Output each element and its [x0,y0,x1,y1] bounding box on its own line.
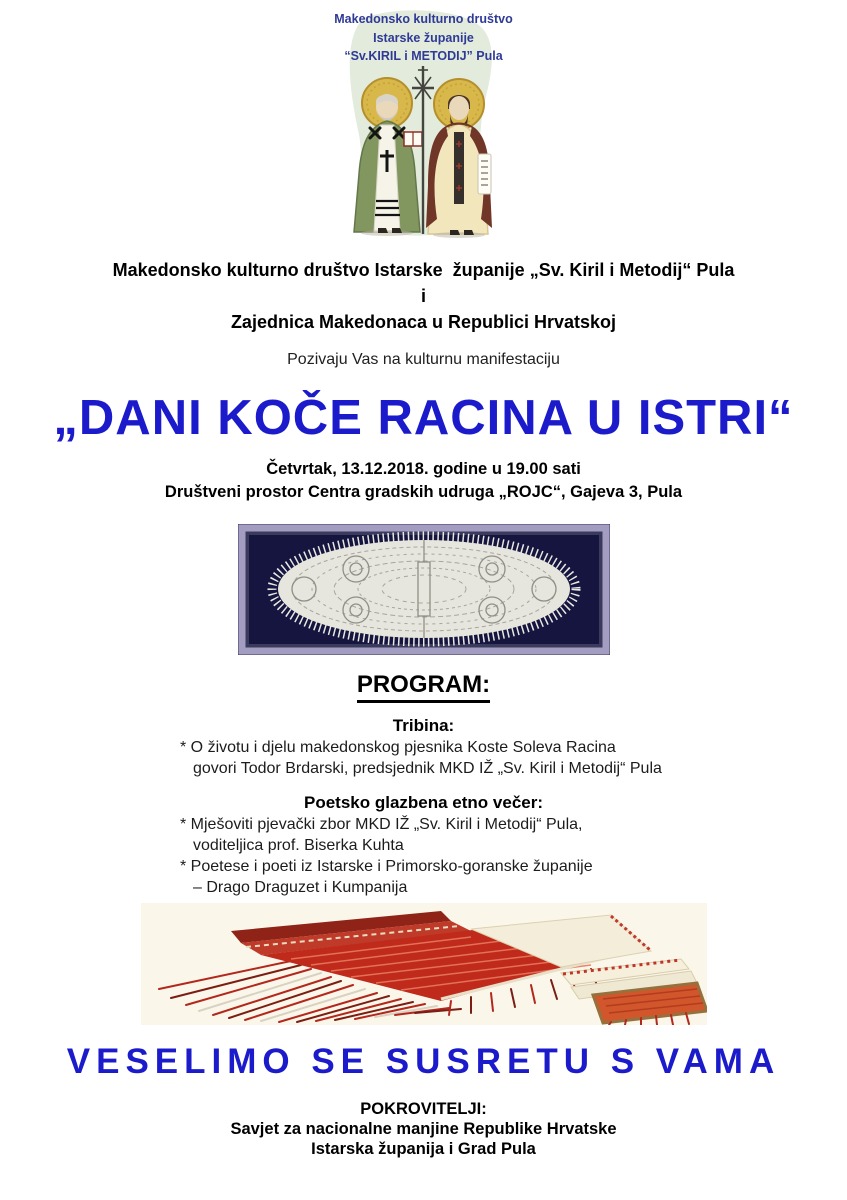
organizer-line1: Makedonsko kulturno društvo Istarske županije „Sv. Kiril i Metodij“ Pula [112,260,735,280]
organizer-line2: Zajednica Makedonaca u Republici Hrvatskoj [230,312,617,332]
logo-text-line2: Istarske županije [373,30,474,45]
lace-doily-image [238,524,610,655]
program-item: * Poetese i poeti iz Istarske i Primorsko-goranske županije [180,858,593,875]
program-item-continuation: – Drago Draguzet i Kumpanija [193,879,408,896]
logo-text-line3: “Sv.KIRIL i METODIJ” Pula [344,49,503,63]
program-item-continuation: govori Todor Brdarski, predsjednik MKD IŽ „Sv. Kiril i Metodij“ Pula [193,760,662,777]
folk-textile-image [141,903,707,1025]
program-heading: PROGRAM: [0,671,847,703]
sponsor-line2: Istarska županija i Grad Pula [311,1140,536,1158]
society-logo [326,4,522,246]
sponsors-block [0,1099,847,1159]
organizers-heading [0,257,847,335]
program-section1-items [180,737,780,779]
sponsors-heading: POKROVITELJI: [360,1100,487,1118]
organizer-conjunction: i [420,286,426,306]
program-section1-title: Tribina: [392,716,455,735]
event-venue: Društveni prostor Centra gradskih udruga „ROJC“, Gajeva 3, Pula [164,483,683,501]
invitation-line: Pozivaju Vas na kulturnu manifestaciju [287,351,560,368]
event-title: „DANI KOČE RACINA U ISTRI“ [53,391,794,445]
logo-text [326,4,522,66]
logo-text-line1: Makedonsko kulturno društvo [334,12,513,26]
program-item: * O životu i djelu makedonskog pjesnika Koste Soleva Racina [180,739,616,756]
closing-message: VESELIMO SE SUSRETU S VAMA [66,1042,781,1081]
program-item-continuation: voditeljica prof. Biserka Kuhta [193,837,404,854]
program-section2-items [180,814,780,898]
event-datetime: Četvrtak, 13.12.2018. godine u 19.00 sati [266,460,581,478]
program-section2-title: Poetsko glazbena etno večer: [303,793,544,812]
event-details [0,458,847,504]
program-item: * Mješoviti pjevački zbor MKD IŽ „Sv. Kiril i Metodij“ Pula, [180,816,583,833]
sponsor-line1: Savjet za nacionalne manjine Republike Hrvatske [230,1120,617,1138]
